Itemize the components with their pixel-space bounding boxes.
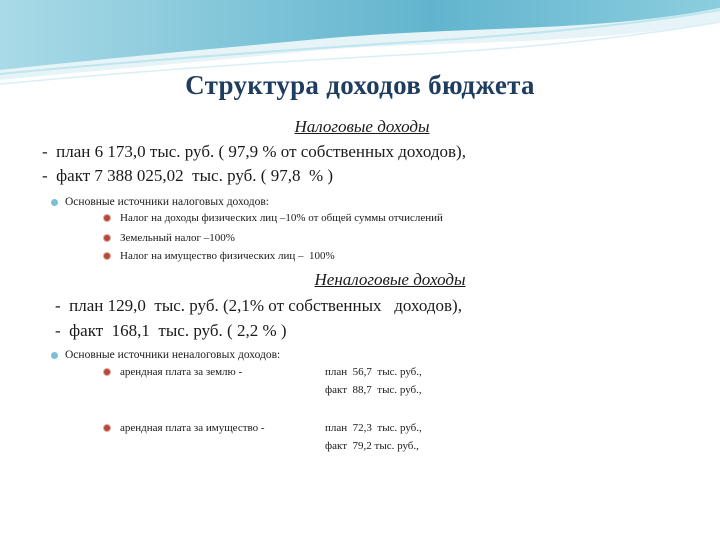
nontax-sources-label: Основные источники неналоговых доходов: [65, 349, 281, 361]
property-rent-plan: план 72,3 тыс. руб., [325, 422, 422, 434]
nontax-revenue-heading: Неналоговые доходы [314, 270, 466, 289]
land-rent-label: арендная плата за землю - [120, 366, 243, 378]
property-rent-label: арендная плата за имущество - [120, 422, 265, 434]
tax-source-item: Налог на доходы физических лиц –10% от общей суммы отчислений [120, 212, 443, 224]
land-rent-fact: факт 88,7 тыс. руб., [325, 384, 422, 396]
tax-source-item: Земельный налог –100% [120, 232, 235, 244]
tax-fact-line: - факт 7 388 025,02 тыс. руб. ( 97,8 % ) [42, 166, 334, 185]
tax-sources-label: Основные источники налоговых доходов: [65, 196, 269, 208]
tax-revenue-heading: Налоговые доходы [294, 117, 430, 136]
land-rent-plan: план 56,7 тыс. руб., [325, 366, 422, 378]
property-rent-fact: факт 79,2 тыс. руб., [325, 440, 419, 452]
nontax-fact-line: - факт 168,1 тыс. руб. ( 2,2 % ) [55, 321, 287, 340]
page-title: Структура доходов бюджета [185, 70, 535, 100]
nontax-plan-line: - план 129,0 тыс. руб. (2,1% от собственных доходов), [55, 296, 462, 315]
tax-source-item: Налог на имущество физических лиц – 100% [120, 250, 335, 262]
tax-plan-line: - план 6 173,0 тыс. руб. ( 97,9 % от собственных доходов), [42, 142, 466, 161]
